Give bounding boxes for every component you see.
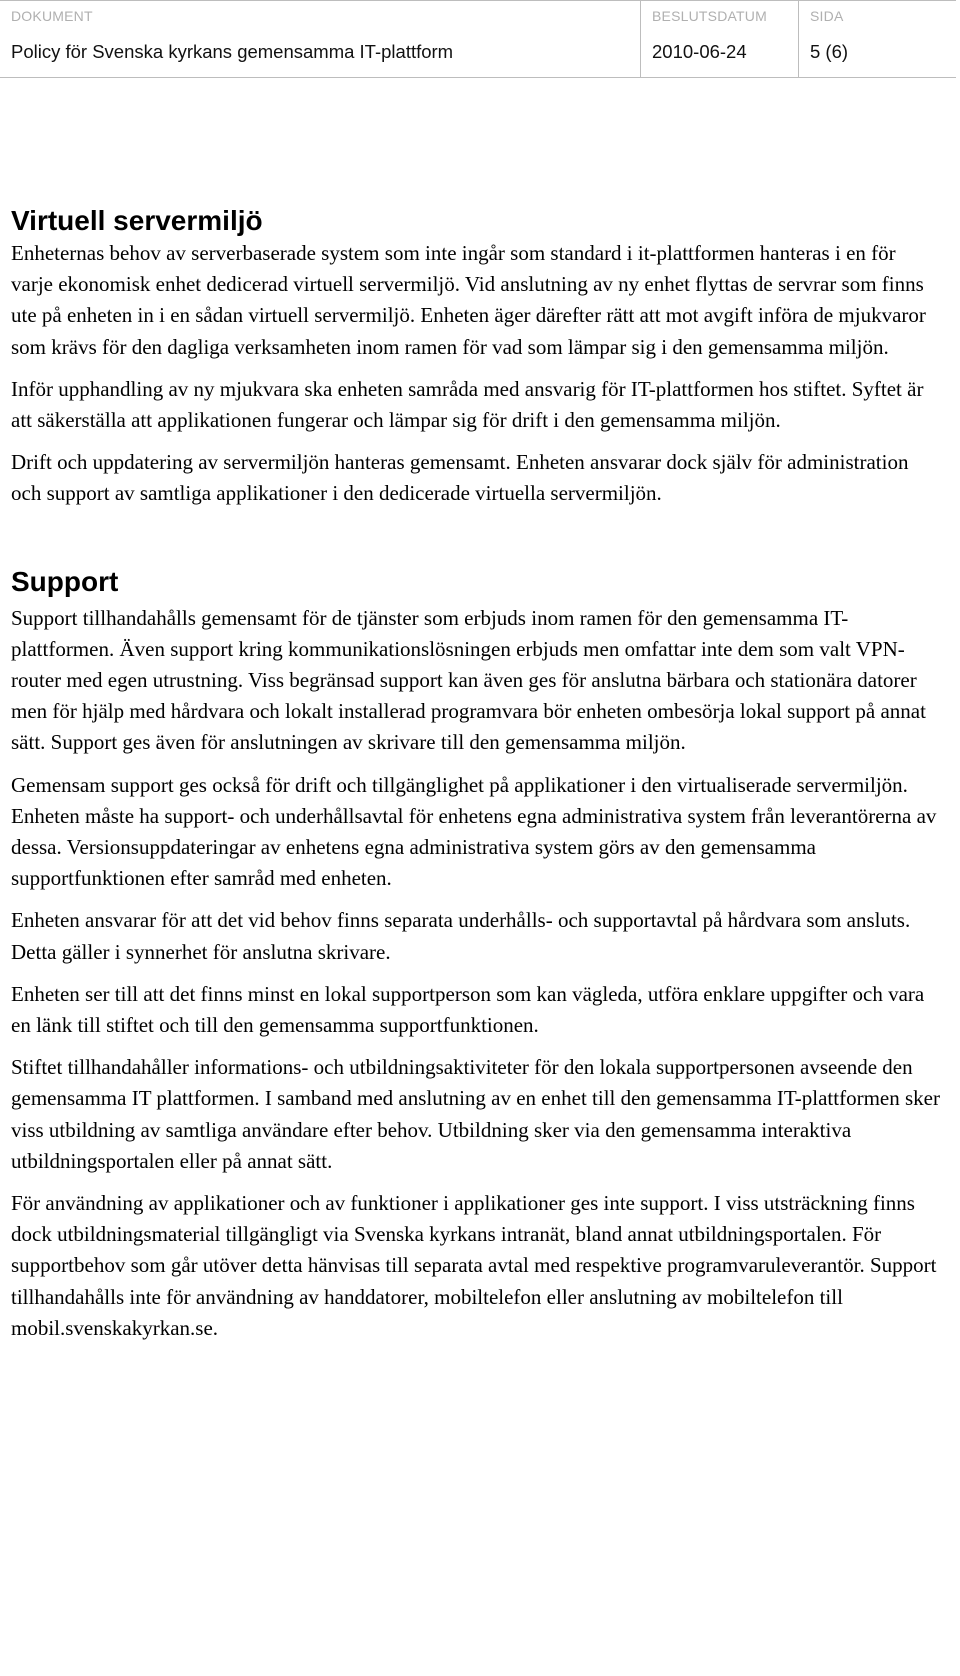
page-label: SIDA bbox=[810, 8, 844, 24]
paragraph: För användning av applikationer och av funktioner i applikationer ges inte support. I viss utsträckning finns dock utbildningsmaterial tillgängligt via Svenska kyrkans intranät, bland annat utbildningsportalen. För supportbehov som går utöver detta hänvisas till separata avtal med respektive programvaruleverantör. Support tillhandahålls inte för användning av handdatorer, mobiltelefon eller anslutning av mobiltelefon till mobil.svenskakyrkan.se. bbox=[11, 1191, 937, 1340]
page-number: 5 (6) bbox=[810, 41, 849, 62]
paragraph: Stiftet tillhandahåller informations- och utbildningsaktiviteter för den lokala supportpersonen avseende den gemensamma IT plattformen. I samband med anslutning av en enhet till den gemensamma IT-plattformen sker viss utbildning av samtliga användare efter behov. Utbildning sker via den gemensamma interaktiva utbildningsportalen eller på annat sätt. bbox=[11, 1055, 940, 1173]
document-title: Policy för Svenska kyrkans gemensamma IT-plattform bbox=[11, 41, 454, 62]
header-page-cell bbox=[798, 1, 957, 77]
section-heading-support: Support bbox=[11, 565, 119, 597]
decision-date: 2010-06-24 bbox=[652, 41, 747, 62]
document-header bbox=[0, 0, 956, 78]
section-heading-virtual-server: Virtuell servermiljö bbox=[11, 205, 263, 236]
paragraph: Inför upphandling av ny mjukvara ska enheten samråda med ansvarig för IT-plattformen hos stiftet. Syftet är att säkerställa att applikationen fungerar och lämpar sig för drift i den gemensamma miljön. bbox=[11, 376, 924, 433]
header-date-cell bbox=[640, 1, 799, 77]
paragraph: Enheten ansvarar för att det vid behov finns separata underhålls- och supportavtal på hårdvara som ansluts. Detta gäller i synnerhet för anslutna skrivare. bbox=[11, 908, 911, 964]
document-body bbox=[11, 205, 941, 1355]
header-document-cell bbox=[0, 1, 640, 77]
paragraph: Gemensam support ges också för drift och tillgänglighet på applikationer i den virtualiserade servermiljön. Enheten måste ha support- och underhållsavtal för enhetens egna administrativa system från leverantörerna av dessa. Versionsuppdateringar av enhetens egna administrativa system görs av den gemensamma supportfunktionen efter samråd med enheten. bbox=[11, 772, 937, 891]
paragraph: Drift och uppdatering av servermiljön hanteras gemensamt. Enheten ansvarar dock själv för administration och support av samtliga applikationer i den dedicerade virtuella servermiljön. bbox=[11, 450, 909, 506]
date-label: BESLUTSDATUM bbox=[652, 8, 767, 24]
paragraph: Enheternas behov av serverbaserade system som inte ingår som standard i it-plattformen hanteras i en för varje ekonomisk enhet dedicerad virtuell servermiljö. Vid anslutning av ny enhet flyttas de servrar som finns ute på enheten in i en sådan virtuell servermiljö. Enheten äger därefter rätt att mot avgift införa de mjukvaror som krävs för den dagliga verksamheten inom ramen för vad som lämpar sig i den gemensamma miljön. bbox=[11, 241, 926, 359]
paragraph: Enheten ser till att det finns minst en lokal supportperson som kan vägleda, utföra enklare uppgifter och vara en länk till stiftet och till den gemensamma supportfunktionen. bbox=[11, 981, 925, 1038]
paragraph: Support tillhandahålls gemensamt för de tjänster som erbjuds inom ramen för den gemensamma IT-plattformen. Även support kring kommunikationslösningen erbjuds men omfattar inte dem som valt VPN-router med egen utrustning. Viss begränsad support kan även ges för anslutna bärbara och stationära datorer men för hjälp med hårdvara och lokalt installerad programvara bör enheten ombesörja lokal support på annat sätt. Support ges även för anslutningen av skrivare till den gemensamma miljön. bbox=[11, 605, 926, 755]
document-label: DOKUMENT bbox=[11, 8, 93, 24]
